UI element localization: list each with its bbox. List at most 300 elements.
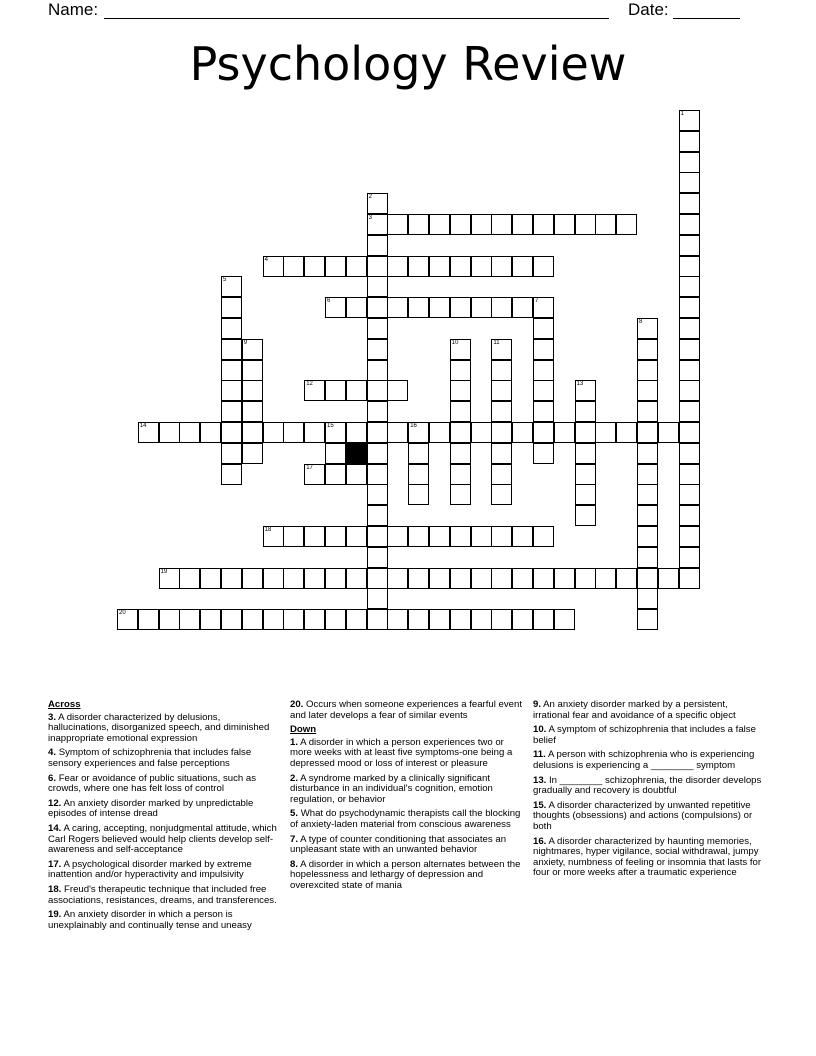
- grid-cell[interactable]: [450, 256, 471, 277]
- grid-cell[interactable]: [679, 380, 700, 401]
- grid-cell[interactable]: [200, 568, 221, 589]
- grid-cell[interactable]: [346, 609, 367, 630]
- grid-cell[interactable]: [429, 297, 450, 318]
- clue-number: 17.: [48, 858, 62, 870]
- grid-cell[interactable]: [575, 380, 596, 401]
- grid-cell[interactable]: [491, 609, 512, 630]
- grid-cell[interactable]: [679, 214, 700, 235]
- grid-cell[interactable]: [616, 568, 637, 589]
- grid-cell[interactable]: [554, 609, 575, 630]
- grid-cell[interactable]: [533, 401, 554, 422]
- clue-across-19: [48, 910, 280, 931]
- grid-cell[interactable]: [679, 235, 700, 256]
- clues-section: [48, 700, 768, 1000]
- clue-number: 20.: [290, 699, 304, 710]
- clue-number: 4.: [48, 747, 57, 759]
- grid-cell[interactable]: [387, 214, 408, 235]
- clue-across-18: [48, 885, 280, 906]
- grid-cell[interactable]: [346, 526, 367, 547]
- grid-cell[interactable]: [367, 360, 388, 381]
- grid-cell[interactable]: [117, 609, 138, 630]
- grid-cell[interactable]: [242, 380, 263, 401]
- grid-cell[interactable]: [658, 568, 679, 589]
- grid-cell[interactable]: [346, 568, 367, 589]
- grid-cell[interactable]: [408, 214, 429, 235]
- grid-cell[interactable]: [637, 318, 658, 339]
- clue-across-4: [48, 748, 280, 769]
- clue-number-label: 2: [368, 194, 372, 201]
- grid-cell[interactable]: [367, 609, 388, 630]
- clue-number: 1.: [290, 736, 299, 748]
- grid-cell[interactable]: [533, 422, 554, 443]
- clue-number: 8.: [290, 858, 299, 870]
- grid-cell[interactable]: [408, 422, 429, 443]
- grid-cell[interactable]: [221, 380, 242, 401]
- clue-down-1: [290, 738, 522, 770]
- grid-cell[interactable]: [221, 422, 242, 443]
- clue-number: 2.: [290, 772, 299, 784]
- clue-across-20: [290, 700, 522, 721]
- grid-cell[interactable]: [450, 443, 471, 464]
- grid-cell[interactable]: [450, 360, 471, 381]
- clue-number-label: 9: [243, 339, 248, 346]
- grid-cell[interactable]: [450, 568, 471, 589]
- grid-cell[interactable]: [679, 484, 700, 505]
- grid-block: [346, 443, 367, 464]
- clue-number-label: 10: [451, 339, 459, 346]
- clue-text: An anxiety disorder marked by a persistent, irrational fear and avoidance of a specific object: [533, 699, 736, 721]
- date-label: Date:: [628, 0, 669, 19]
- grid-cell[interactable]: [491, 214, 512, 235]
- grid-cell[interactable]: [491, 443, 512, 464]
- grid-cell[interactable]: [491, 256, 512, 277]
- clue-number: 3.: [48, 711, 57, 723]
- grid-cell[interactable]: [554, 422, 575, 443]
- grid-cell[interactable]: [179, 568, 200, 589]
- grid-cell[interactable]: [283, 568, 304, 589]
- clue-number-label: 6: [327, 298, 331, 305]
- grid-cell[interactable]: [679, 297, 700, 318]
- clue-down-7: [290, 835, 522, 856]
- clues-column-2: [290, 700, 522, 896]
- grid-cell[interactable]: [387, 422, 408, 443]
- grid-cell[interactable]: [387, 297, 408, 318]
- grid-cell[interactable]: [325, 380, 346, 401]
- grid-cell[interactable]: [679, 505, 700, 526]
- grid-cell[interactable]: [221, 568, 242, 589]
- grid-cell[interactable]: [408, 256, 429, 277]
- grid-cell[interactable]: [491, 484, 512, 505]
- grid-cell[interactable]: [408, 464, 429, 485]
- grid-cell[interactable]: [367, 568, 388, 589]
- grid-cell[interactable]: [242, 443, 263, 464]
- grid-cell[interactable]: [367, 588, 388, 609]
- grid-cell[interactable]: [221, 318, 242, 339]
- clue-number-label: 11: [493, 339, 500, 346]
- grid-cell[interactable]: [263, 568, 284, 589]
- grid-cell[interactable]: [554, 568, 575, 589]
- grid-cell[interactable]: [242, 609, 263, 630]
- grid-cell[interactable]: [346, 464, 367, 485]
- grid-cell[interactable]: [679, 526, 700, 547]
- grid-cell[interactable]: [450, 401, 471, 422]
- grid-cell[interactable]: [283, 526, 304, 547]
- grid-cell[interactable]: [304, 422, 325, 443]
- grid-cell[interactable]: [575, 443, 596, 464]
- grid-cell[interactable]: [367, 484, 388, 505]
- clue-text: A syndrome marked by a clinically significant disturbance in an individual's cognition, emotion regulation, or behavior: [290, 772, 493, 805]
- grid-cell[interactable]: [512, 422, 533, 443]
- grid-cell[interactable]: [283, 422, 304, 443]
- clue-text: A psychological disorder marked by extreme inattention and/or hyperactivity and impulsivity: [48, 858, 252, 881]
- grid-cell[interactable]: [242, 360, 263, 381]
- grid-cell[interactable]: [429, 256, 450, 277]
- grid-cell[interactable]: [263, 256, 284, 277]
- grid-cell[interactable]: [637, 547, 658, 568]
- clue-across-17: [48, 860, 280, 881]
- grid-cell[interactable]: [637, 422, 658, 443]
- clue-number-label: 20: [119, 610, 126, 617]
- grid-cell[interactable]: [512, 526, 533, 547]
- grid-cell[interactable]: [637, 568, 658, 589]
- grid-cell[interactable]: [221, 339, 242, 360]
- clue-across-3: [48, 713, 280, 745]
- clue-text: Freud's therapeutic technique that included free associations, resistances, dreams, and transferences.: [48, 883, 277, 906]
- grid-cell[interactable]: [658, 422, 679, 443]
- grid-cell[interactable]: [242, 568, 263, 589]
- grid-cell[interactable]: [325, 443, 346, 464]
- grid-cell[interactable]: [387, 526, 408, 547]
- grid-cell[interactable]: [304, 568, 325, 589]
- grid-cell[interactable]: [200, 609, 221, 630]
- grid-cell[interactable]: [450, 339, 471, 360]
- grid-cell[interactable]: [491, 464, 512, 485]
- grid-cell[interactable]: [450, 297, 471, 318]
- grid-cell[interactable]: [304, 609, 325, 630]
- grid-cell[interactable]: [242, 401, 263, 422]
- grid-cell[interactable]: [387, 380, 408, 401]
- grid-cell[interactable]: [512, 609, 533, 630]
- grid-cell[interactable]: [637, 484, 658, 505]
- grid-cell[interactable]: [491, 360, 512, 381]
- clue-number-label: 19: [160, 568, 168, 575]
- grid-cell[interactable]: [387, 609, 408, 630]
- grid-cell[interactable]: [491, 526, 512, 547]
- grid-cell[interactable]: [679, 360, 700, 381]
- clue-number-label: 12: [306, 381, 313, 388]
- clue-number-label: 13: [576, 381, 584, 388]
- grid-cell[interactable]: [367, 401, 388, 422]
- grid-cell[interactable]: [450, 526, 471, 547]
- grid-cell[interactable]: [429, 214, 450, 235]
- grid-cell[interactable]: [367, 505, 388, 526]
- grid-cell[interactable]: [575, 422, 596, 443]
- grid-cell[interactable]: [138, 609, 159, 630]
- grid-cell[interactable]: [387, 256, 408, 277]
- grid-cell[interactable]: [159, 568, 180, 589]
- grid-cell[interactable]: [304, 380, 325, 401]
- grid-cell[interactable]: [616, 422, 637, 443]
- clue-down-13: [533, 776, 765, 797]
- grid-cell[interactable]: [325, 609, 346, 630]
- grid-cell[interactable]: [325, 422, 346, 443]
- grid-cell[interactable]: [221, 464, 242, 485]
- clue-down-2: [290, 774, 522, 806]
- clue-down-11: [533, 750, 765, 771]
- grid-cell[interactable]: [325, 256, 346, 277]
- grid-cell[interactable]: [471, 422, 492, 443]
- grid-cell[interactable]: [429, 526, 450, 547]
- clue-number: 19.: [48, 909, 62, 921]
- grid-cell[interactable]: [408, 609, 429, 630]
- grid-cell[interactable]: [450, 422, 471, 443]
- grid-cell[interactable]: [533, 214, 554, 235]
- grid-cell[interactable]: [159, 422, 180, 443]
- grid-cell[interactable]: [637, 339, 658, 360]
- clue-number-label: 8: [639, 319, 643, 325]
- grid-cell[interactable]: [575, 401, 596, 422]
- grid-cell[interactable]: [679, 443, 700, 464]
- grid-cell[interactable]: [637, 505, 658, 526]
- grid-cell[interactable]: [491, 568, 512, 589]
- grid-cell[interactable]: [491, 339, 512, 360]
- page-title: Psychology Review: [189, 37, 627, 91]
- clue-text: A disorder in which a person experiences two or more weeks with at least five symptoms-one being a depressed mood or loss of interest or pleasure: [290, 736, 513, 769]
- grid-cell[interactable]: [367, 339, 388, 360]
- grid-cell[interactable]: [491, 401, 512, 422]
- grid-cell[interactable]: [304, 464, 325, 485]
- grid-cell[interactable]: [221, 401, 242, 422]
- grid-cell[interactable]: [471, 214, 492, 235]
- grid-cell[interactable]: [346, 297, 367, 318]
- across-heading: Across: [48, 699, 81, 710]
- grid-cell[interactable]: [491, 297, 512, 318]
- grid-cell[interactable]: [221, 360, 242, 381]
- clue-across-14: [48, 824, 280, 856]
- down-heading: Down: [290, 724, 317, 736]
- grid-cell[interactable]: [450, 464, 471, 485]
- grid-cell[interactable]: [367, 256, 388, 277]
- clue-text: A disorder characterized by delusions, hallucinations, disorganized speech, and diminished inappropriate emotional expression: [48, 711, 270, 744]
- grid-cell[interactable]: [679, 256, 700, 277]
- clue-number: 5.: [290, 808, 299, 820]
- clue-down-9: [533, 700, 765, 721]
- grid-cell[interactable]: [304, 526, 325, 547]
- grid-cell[interactable]: [200, 422, 221, 443]
- grid-cell[interactable]: [637, 464, 658, 485]
- grid-cell[interactable]: [450, 214, 471, 235]
- grid-cell[interactable]: [575, 214, 596, 235]
- grid-cell[interactable]: [346, 422, 367, 443]
- grid-cell[interactable]: [575, 505, 596, 526]
- clue-down-8: [290, 860, 522, 892]
- grid-cell[interactable]: [679, 547, 700, 568]
- clue-number: 9.: [533, 699, 542, 710]
- grid-cell[interactable]: [679, 152, 700, 173]
- clue-down-5: [290, 809, 522, 830]
- grid-cell[interactable]: [450, 609, 471, 630]
- grid-cell[interactable]: [304, 256, 325, 277]
- clue-text: A person with schizophrenia who is experiencing delusions is experiencing a ________ symptom: [533, 749, 755, 771]
- grid-cell[interactable]: [408, 484, 429, 505]
- grid-cell[interactable]: [533, 443, 554, 464]
- grid-cell[interactable]: [367, 276, 388, 297]
- clue-number: 14.: [48, 822, 62, 834]
- grid-cell[interactable]: [429, 422, 450, 443]
- grid-cell[interactable]: [221, 297, 242, 318]
- grid-cell[interactable]: [637, 526, 658, 547]
- grid-cell[interactable]: [575, 464, 596, 485]
- grid-cell[interactable]: [263, 526, 284, 547]
- grid-cell[interactable]: [325, 464, 346, 485]
- grid-cell[interactable]: [679, 318, 700, 339]
- clues-column-3: [533, 700, 765, 883]
- grid-cell[interactable]: [429, 609, 450, 630]
- clue-text: Fear or avoidance of public situations, such as crowds, where one has felt loss of control: [48, 772, 257, 795]
- grid-cell[interactable]: [533, 256, 554, 277]
- grid-cell[interactable]: [595, 568, 616, 589]
- grid-cell[interactable]: [512, 214, 533, 235]
- grid-cell[interactable]: [325, 526, 346, 547]
- grid-cell[interactable]: [637, 401, 658, 422]
- clue-down-10: [533, 725, 765, 746]
- grid-cell[interactable]: [471, 526, 492, 547]
- grid-cell[interactable]: [575, 568, 596, 589]
- clue-text: A caring, accepting, nonjudgmental attitude, which Carl Rogers believed would help clients develop self-awareness and self-acceptance: [48, 822, 277, 856]
- grid-cell[interactable]: [408, 297, 429, 318]
- name-label: Name:: [48, 0, 99, 19]
- grid-cell[interactable]: [679, 131, 700, 152]
- clue-number: 7.: [290, 833, 299, 845]
- grid-cell[interactable]: [491, 380, 512, 401]
- grid-cell[interactable]: [325, 568, 346, 589]
- grid-cell[interactable]: [533, 297, 554, 318]
- grid-cell[interactable]: [533, 339, 554, 360]
- grid-cell[interactable]: [491, 422, 512, 443]
- grid-cell[interactable]: [512, 297, 533, 318]
- clue-number: 13.: [533, 774, 547, 786]
- grid-cell[interactable]: [408, 526, 429, 547]
- clue-text: A type of counter conditioning that associates an unpleasant state with an unwanted behavior: [290, 833, 507, 856]
- grid-cell[interactable]: [471, 256, 492, 277]
- grid-cell[interactable]: [283, 609, 304, 630]
- grid-cell[interactable]: [679, 172, 700, 193]
- grid-cell[interactable]: [471, 568, 492, 589]
- grid-cell[interactable]: [221, 443, 242, 464]
- grid-cell[interactable]: [367, 526, 388, 547]
- clue-down-15: [533, 801, 765, 833]
- clue-number-label: 3: [368, 215, 372, 221]
- clue-number-label: 7: [535, 298, 539, 305]
- grid-cell[interactable]: [512, 256, 533, 277]
- grid-cell[interactable]: [179, 422, 200, 443]
- grid-cell[interactable]: [554, 214, 575, 235]
- grid-cell[interactable]: [533, 380, 554, 401]
- grid-cell[interactable]: [325, 297, 346, 318]
- grid-cell[interactable]: [408, 568, 429, 589]
- grid-cell[interactable]: [637, 609, 658, 630]
- grid-cell[interactable]: [367, 380, 388, 401]
- grid-cell[interactable]: [637, 588, 658, 609]
- grid-cell[interactable]: [283, 256, 304, 277]
- grid-cell[interactable]: [512, 568, 533, 589]
- grid-cell[interactable]: [637, 360, 658, 381]
- clue-text: An anxiety disorder in which a person is unexplainably and continually tense and uneasy: [48, 909, 252, 931]
- grid-cell[interactable]: [263, 422, 284, 443]
- grid-cell[interactable]: [367, 214, 388, 235]
- grid-cell[interactable]: [679, 464, 700, 485]
- grid-cell[interactable]: [679, 193, 700, 214]
- clue-number-label: 14: [139, 423, 147, 429]
- grid-cell[interactable]: [471, 609, 492, 630]
- clue-number: 6.: [48, 772, 57, 784]
- grid-cell[interactable]: [616, 214, 637, 235]
- grid-cell[interactable]: [367, 422, 388, 443]
- grid-cell[interactable]: [387, 568, 408, 589]
- grid-cell[interactable]: [533, 318, 554, 339]
- grid-cell[interactable]: [450, 380, 471, 401]
- grid-cell[interactable]: [533, 526, 554, 547]
- grid-cell[interactable]: [679, 401, 700, 422]
- grid-cell[interactable]: [242, 422, 263, 443]
- grid-cell[interactable]: [637, 443, 658, 464]
- grid-cell[interactable]: [367, 318, 388, 339]
- grid-cell[interactable]: [679, 422, 700, 443]
- clue-text: A disorder characterized by haunting memories, nightmares, hyper vigilance, social withdrawal, jumpy anxiety, numbness of feeling or insomnia that lasts for four or more weeks after a traumatic experience: [533, 835, 762, 879]
- grid-cell[interactable]: [429, 568, 450, 589]
- grid-cell[interactable]: [471, 297, 492, 318]
- grid-cell[interactable]: [595, 422, 616, 443]
- grid-cell[interactable]: [138, 422, 159, 443]
- grid-cell[interactable]: [367, 193, 388, 214]
- clue-number-label: 1: [680, 111, 684, 117]
- grid-cell[interactable]: [179, 609, 200, 630]
- grid-cell[interactable]: [346, 256, 367, 277]
- clue-text: In ________ schizophrenia, the disorder develops gradually and recovery is doubtful: [533, 774, 762, 797]
- grid-cell[interactable]: [367, 547, 388, 568]
- grid-cell[interactable]: [533, 360, 554, 381]
- grid-cell[interactable]: [159, 609, 180, 630]
- grid-cell[interactable]: [367, 464, 388, 485]
- clue-text: An anxiety disorder marked by unpredictable episodes of intense dread: [48, 797, 254, 820]
- clue-number: 16.: [533, 835, 547, 847]
- grid-cell[interactable]: [679, 339, 700, 360]
- grid-cell[interactable]: [408, 443, 429, 464]
- grid-cell[interactable]: [367, 443, 388, 464]
- grid-cell[interactable]: [346, 380, 367, 401]
- grid-cell[interactable]: [679, 110, 700, 131]
- grid-cell[interactable]: [533, 609, 554, 630]
- grid-cell[interactable]: [221, 609, 242, 630]
- grid-cell[interactable]: [575, 484, 596, 505]
- grid-cell[interactable]: [367, 297, 388, 318]
- grid-cell[interactable]: [679, 568, 700, 589]
- grid-cell[interactable]: [367, 235, 388, 256]
- grid-cell[interactable]: [450, 484, 471, 505]
- grid-cell[interactable]: [679, 276, 700, 297]
- grid-cell[interactable]: [242, 339, 263, 360]
- clue-number: 12.: [48, 797, 62, 809]
- clue-number: 11.: [533, 749, 546, 761]
- grid-cell[interactable]: [533, 568, 554, 589]
- grid-cell[interactable]: [263, 609, 284, 630]
- clue-number-label: 4: [264, 256, 268, 263]
- grid-cell[interactable]: [637, 380, 658, 401]
- clue-text: Occurs when someone experiences a fearful event and later develops a fear of similar events: [290, 699, 522, 721]
- clues-column-1: [48, 700, 280, 935]
- grid-cell[interactable]: [595, 214, 616, 235]
- grid-cell[interactable]: [221, 276, 242, 297]
